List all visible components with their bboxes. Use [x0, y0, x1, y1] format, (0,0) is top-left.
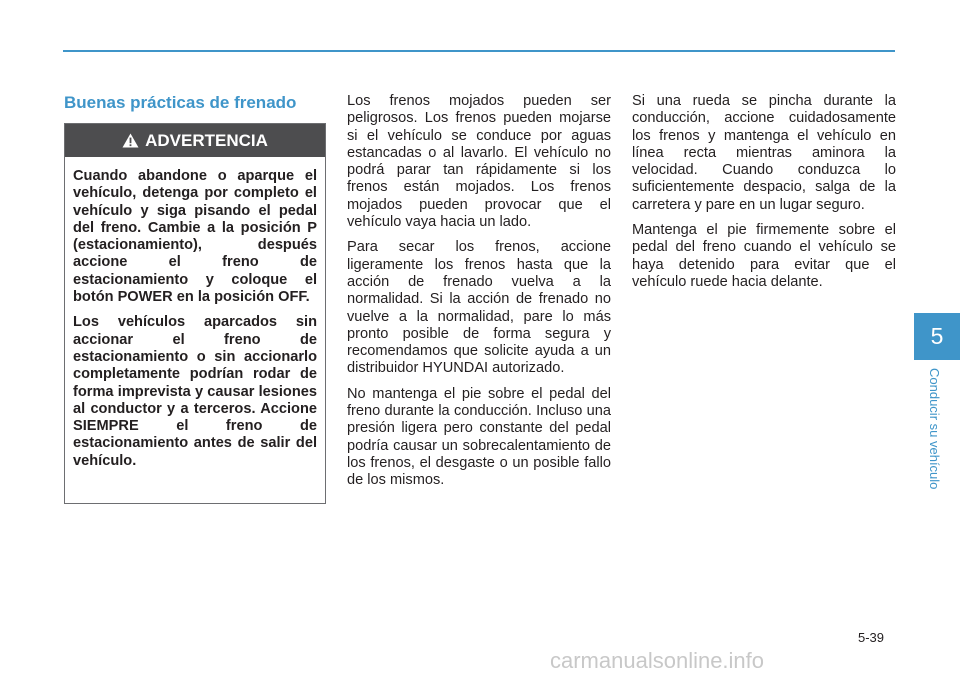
body-paragraph: Los frenos mojados pueden ser peligrosos. Los frenos pueden mojarse si el vehículo se conduce por aguas estancadas o al lavarlo. El vehículo no podrá parar tan rápidamente si los frenos están mojados. Los frenos mojados pueden provocar que el vehículo vaya hacia un lado.	[347, 93, 611, 231]
section-heading: Buenas prácticas de frenado	[64, 93, 297, 112]
warning-paragraph: Los vehículos aparcados sin accionar el freno de estacionamiento o sin accionarlo completamente podrían rodar de forma imprevista y causar lesiones al conductor y a terceros. Accione SIEMPRE el freno de estacionamiento antes de salir del vehículo.	[73, 314, 317, 469]
watermark: carmanualsonline.info	[550, 648, 765, 673]
chapter-tab	[914, 313, 960, 360]
chapter-number: 5	[930, 323, 944, 349]
body-paragraph: Mantenga el pie firmemente sobre el pedal del freno cuando el vehículo se haya detenido para evitar que el vehículo ruede hacia delante.	[632, 222, 896, 290]
text-column-2	[347, 93, 611, 498]
body-paragraph: Para secar los frenos, accione ligeramente los frenos hasta que la acción de frenado vuelva a la normalidad. Si la acción de frenado no vuelve a la normalidad, pare lo más pronto posible de forma segura y recomendamos que solicite ayuda a un distribuidor HYUNDAI autorizado.	[347, 239, 611, 377]
page-number: 5-39	[858, 630, 885, 645]
warning-body	[65, 157, 325, 470]
top-rule	[63, 50, 895, 52]
warning-header	[65, 124, 325, 157]
chapter-title: Conducir su vehículo	[927, 368, 942, 490]
warning-box	[64, 123, 326, 504]
warning-title: ADVERTENCIA	[145, 130, 268, 150]
body-paragraph: No mantenga el pie sobre el pedal del freno durante la conducción. Incluso una presión ligera pero constante del pedal podría causar un sobrecalentamiento de los frenos, el desgaste o un posible fallo de los mismos.	[347, 385, 611, 489]
text-column-3	[632, 93, 896, 299]
warning-triangle-icon	[122, 133, 139, 148]
body-paragraph: Si una rueda se pincha durante la conducción, accione cuidadosamente los frenos y mantenga el vehículo en línea recta mientras aminora la velocidad. Cuando conduzca lo suficientemente despacio, salga de la carretera y pare en un lugar seguro.	[632, 93, 896, 213]
warning-paragraph: Cuando abandone o aparque el vehículo, detenga por completo el vehículo y siga pisando el pedal del freno. Cambie a la posición P (estacionamiento), después accione el freno de estacionamiento y coloque el botón POWER en la posición OFF.	[73, 168, 317, 306]
